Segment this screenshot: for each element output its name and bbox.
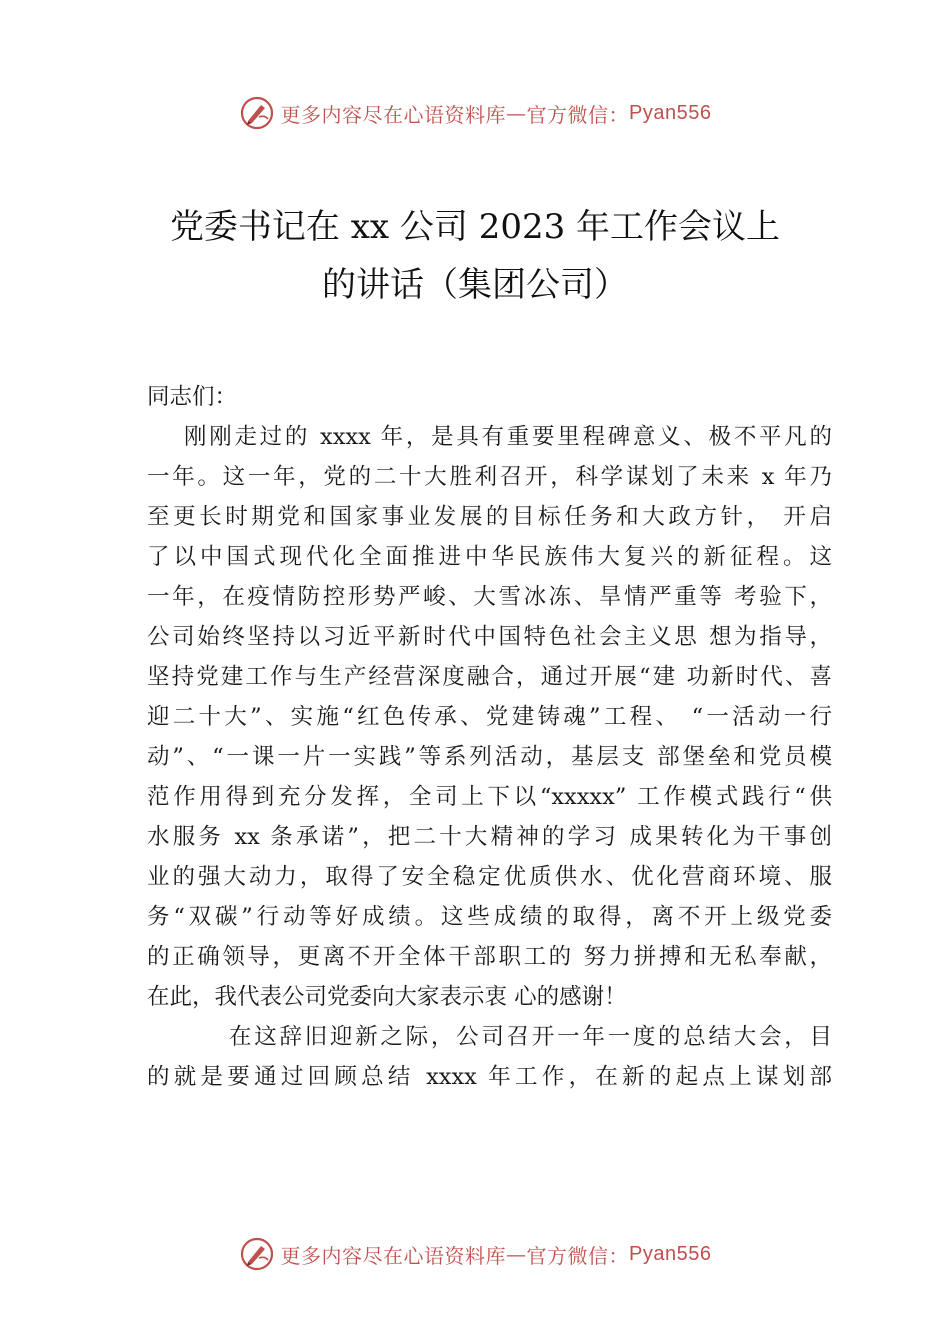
watermark-text: 更多内容尽在心语资料库: [280, 102, 507, 127]
paragraph-line: 的正确领导，更离不开全体干部职工的 努力拼搏和无私奉献，: [147, 944, 832, 970]
watermark-wechat-id: Pyan556: [629, 101, 712, 124]
paragraph-line: 了以中国式现代化全面推进中华民族伟大复兴的新征程。这: [147, 544, 832, 570]
paragraph-line: 水服务 xx 条承诺”，把二十大精神的学习 成果转化为干事创: [147, 824, 832, 850]
paragraph-line: 一年，在疫情防控形势严峻、大雪冰冻、旱情严重等 考验下，: [147, 584, 832, 610]
paragraph-line: 坚持党建工作与生产经营深度融合，通过开展“建 功新时代、喜: [147, 664, 832, 690]
watermark-text: 更多内容尽在心语资料库: [280, 1243, 507, 1268]
pen-logo-icon: [239, 95, 275, 131]
watermark-separator: —: [506, 1242, 527, 1266]
pen-logo-icon: [239, 1236, 275, 1272]
paragraph-line: 动”、“一课一片一实践”等系列活动，基层支 部堡垒和党员模: [147, 744, 832, 770]
paragraph-line: 刚刚走过的 xxxx 年，是具有重要里程碑意义、极不平凡的: [184, 424, 832, 450]
document-body: [147, 377, 832, 1097]
title-line: 党委书记在 xx 公司 2023 年工作会议上: [169, 207, 781, 247]
paragraph-line: 一年。这一年，党的二十大胜利召开，科学谋划了未来 x 年乃: [147, 464, 832, 490]
paragraph-line: 的就是要通过回顾总结 xxxx 年工作，在新的起点上谋划部: [147, 1064, 832, 1090]
paragraph-line: 迎二十大”、实施“红色传承、党建铸魂”工程、 “一活动一行: [147, 704, 832, 730]
paragraph-line: 在此，我代表公司党委向大家表示衷 心的感谢！: [147, 984, 627, 1010]
watermark-wechat-label: 官方微信：: [526, 1243, 630, 1268]
watermark-wechat-label: 官方微信：: [526, 102, 630, 127]
paragraph-line: 范作用得到充分发挥，全司上下以“xxxxx” 工作模式践行“供: [147, 784, 832, 810]
watermark-header: [0, 95, 950, 131]
document-title: [0, 198, 950, 314]
watermark-wechat-id: Pyan556: [629, 1242, 712, 1265]
salutation: 同志们：: [147, 384, 238, 410]
paragraph-line: 至更长时期党和国家事业发展的目标任务和大政方针， 开启: [147, 504, 832, 530]
paragraph-line: 公司始终坚持以习近平新时代中国特色社会主义思 想为指导，: [147, 624, 832, 650]
paragraph-line: 务“双碳”行动等好成绩。这些成绩的取得，离不开上级党委: [147, 904, 832, 930]
watermark-separator: —: [506, 101, 527, 125]
title-line: 的讲话（集团公司）: [322, 265, 628, 305]
paragraph-line: 在这辞旧迎新之际，公司召开一年一度的总结大会，目: [229, 1024, 832, 1050]
paragraph-line: 业的强大动力，取得了安全稳定优质供水、优化营商环境、服: [147, 864, 832, 890]
watermark-footer: [0, 1236, 950, 1272]
